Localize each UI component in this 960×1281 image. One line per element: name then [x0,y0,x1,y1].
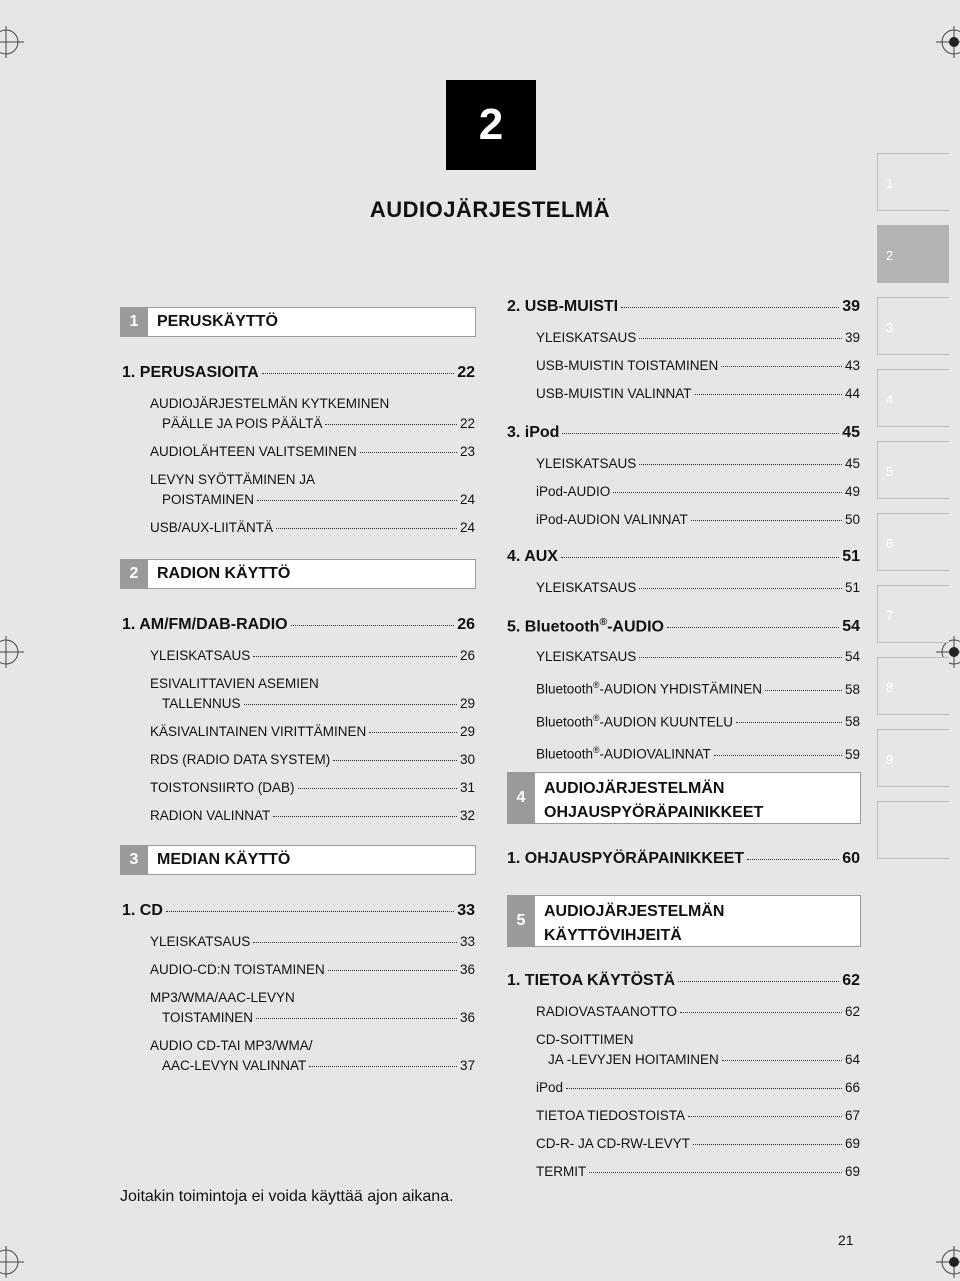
tab-5[interactable] [877,441,949,499]
entry-title-cont: JA -LEVYJEN HOITAMINEN [548,1052,719,1067]
entry-title: CD-R- JA CD-RW-LEVYT [536,1136,691,1151]
entry-page: 39 [844,330,860,345]
entry-title: 2. USB-MUISTI [507,298,619,315]
entry-title-cont: TOISTAMINEN [162,1010,254,1025]
toc-sub-entry[interactable] [536,328,860,348]
toc-sub-entry[interactable] [150,646,475,666]
entry-title-cont: PÄÄLLE JA POIS PÄÄLTÄ [162,416,323,431]
toc-sub-entry[interactable] [536,578,860,598]
entry-title: TIETOA TIEDOSTOISTA [536,1108,686,1123]
entry-title: 1. CD [122,902,163,919]
toc-sub-entry[interactable] [150,1036,475,1076]
toc-sub-entry[interactable] [150,750,475,770]
entry-title: 1. TIETOA KÄYTÖSTÄ [507,972,676,989]
toc-section-4 [507,850,860,872]
toc-sub-entry[interactable] [150,442,475,462]
entry-title: 5. Bluetooth®-AUDIO [507,617,664,636]
entry-page: 51 [842,548,860,565]
tab-label: 9 [886,752,894,767]
entry-title: USB-MUISTIN TOISTAMINEN [536,358,719,373]
section-title: AUDIOJÄRJESTELMÄN OHJAUSPYÖRÄPAINIKKEET [544,780,764,821]
toc-sub-entry[interactable] [536,356,860,376]
entry-title-cont: POISTAMINEN [162,492,255,507]
toc-section-5 [507,972,860,1182]
toc-main-entry[interactable] [507,424,860,446]
entry-title: YLEISKATSAUS [536,456,637,471]
toc-sub-entry[interactable] [536,510,860,530]
toc-aux [507,548,860,598]
tab-3[interactable] [877,297,949,355]
section-header-1 [120,307,476,337]
entry-title-cont: AAC-LEVYN VALINNAT [162,1058,307,1073]
section-header-5 [507,895,861,947]
entry-page: 51 [844,580,860,595]
section-header-2 [120,559,476,589]
tab-label: 6 [886,536,894,551]
entry-title: MP3/WMA/AAC-LEVYN [150,990,295,1005]
toc-sub-entry[interactable] [536,454,860,474]
footer-note: Joitakin toimintoja ei voida käyttää ajon aikana. [120,1188,454,1205]
toc-main-entry[interactable] [507,617,860,639]
section-title: RADION KÄYTTÖ [157,565,291,582]
toc-main-entry[interactable] [507,298,860,320]
entry-page: 22 [457,364,475,381]
toc-sub-entry[interactable] [150,960,475,980]
entry-page: 69 [844,1136,860,1151]
entry-title: USB/AUX-LIITÄNTÄ [150,520,274,535]
entry-page: 37 [459,1058,475,1073]
entry-title: KÄSIVALINTAINEN VIRITTÄMINEN [150,724,367,739]
entry-title: Bluetooth®-AUDION KUUNTELU [536,712,734,729]
tab-7[interactable] [877,585,949,643]
toc-main-entry[interactable] [507,972,860,994]
toc-section-3 [122,902,475,1076]
entry-page: 39 [842,298,860,315]
entry-page: 22 [459,416,475,431]
chapter-number-box [446,80,536,170]
toc-sub-entry[interactable] [536,675,860,700]
entry-title: YLEISKATSAUS [536,330,637,345]
tab-8[interactable] [877,657,949,715]
entry-title: AUDIO-CD:N TOISTAMINEN [150,962,325,977]
entry-title: AUDIOJÄRJESTELMÄN KYTKEMINEN [150,396,390,411]
entry-title: AUDIOLÄHTEEN VALITSEMINEN [150,444,357,459]
chapter-title: AUDIOJÄRJESTELMÄ [369,197,611,222]
section-number: 5 [507,895,535,947]
entry-title: RDS (RADIO DATA SYSTEM) [150,752,331,767]
tab-6[interactable] [877,513,949,571]
entry-page: 24 [459,520,475,535]
entry-page: 44 [844,386,860,401]
entry-page: 31 [459,780,475,795]
entry-title: 1. PERUSASIOITA [122,364,259,381]
entry-page: 36 [459,1010,475,1025]
entry-title: LEVYN SYÖTTÄMINEN JA [150,472,316,487]
toc-sub-entry[interactable] [536,740,860,765]
entry-title-cont: TALLENNUS [162,696,241,711]
entry-title: Bluetooth®-AUDION YHDISTÄMINEN [536,680,763,697]
toc-sub-entry[interactable] [150,394,475,434]
section-number: 2 [120,559,148,589]
toc-sub-entry[interactable] [536,1002,860,1022]
tab-9[interactable] [877,729,949,787]
toc-sub-entry[interactable] [536,1162,860,1182]
entry-page: 69 [844,1164,860,1179]
tab-label: 5 [886,464,894,479]
tab-10[interactable] [877,801,949,859]
entry-title: 4. AUX [507,548,558,565]
entry-title: YLEISKATSAUS [150,934,251,949]
toc-sub-entry[interactable] [536,1030,860,1070]
entry-page: 62 [842,972,860,989]
toc-main-entry[interactable] [122,616,475,638]
tab-label: 3 [886,320,894,335]
tab-label: 7 [886,608,894,623]
tab-4[interactable] [877,369,949,427]
toc-sub-entry[interactable] [536,708,860,733]
entry-page: 58 [844,681,860,697]
entry-page: 50 [844,512,860,527]
toc-main-entry[interactable] [122,902,475,924]
entry-page: 54 [842,618,860,636]
toc-section-1 [122,364,475,538]
entry-title: TOISTONSIIRTO (DAB) [150,780,295,795]
toc-main-entry[interactable] [507,548,860,570]
entry-page: 26 [459,648,475,663]
entry-title: RADION VALINNAT [150,808,271,823]
toc-section-2 [122,616,475,826]
toc-sub-entry[interactable] [536,1134,860,1154]
entry-page: 43 [844,358,860,373]
toc-sub-entry[interactable] [536,647,860,667]
entry-page: 67 [844,1108,860,1123]
toc-sub-entry[interactable] [150,722,475,742]
tab-1[interactable] [877,153,949,211]
entry-page: 59 [844,746,860,762]
entry-page: 66 [844,1080,860,1095]
tab-label: 2 [886,248,894,263]
entry-title: AUDIO CD-TAI MP3/WMA/ [150,1038,313,1053]
entry-title: 1. OHJAUSPYÖRÄPAINIKKEET [507,850,745,867]
chapter-number: 2 [478,100,504,149]
tab-2[interactable] [877,225,949,283]
entry-title: YLEISKATSAUS [536,580,637,595]
toc-sub-entry[interactable] [536,1078,860,1098]
entry-title: ESIVALITTAVIEN ASEMIEN [150,676,319,691]
toc-sub-entry[interactable] [150,470,475,510]
entry-page: 49 [844,484,860,499]
toc-sub-entry[interactable] [536,482,860,502]
toc-sub-entry[interactable] [150,988,475,1028]
entry-page: 29 [459,724,475,739]
entry-title: iPod [536,1080,564,1095]
entry-page: 54 [844,649,860,664]
section-title: PERUSKÄYTTÖ [157,313,278,330]
tab-label: 1 [886,176,894,191]
section-title: MEDIAN KÄYTTÖ [157,851,291,868]
entry-page: 33 [459,934,475,949]
page-number: 21 [838,1232,854,1248]
toc-usb [507,298,860,404]
section-header-3 [120,845,476,875]
entry-title: 3. iPod [507,424,560,441]
entry-page: 30 [459,752,475,767]
entry-title: iPod-AUDIO [536,484,611,499]
toc-main-entry[interactable] [122,364,475,386]
toc-sub-entry[interactable] [150,674,475,714]
toc-sub-entry[interactable] [150,932,475,952]
toc-sub-entry[interactable] [150,518,475,538]
toc-bluetooth [507,617,860,765]
entry-title: CD-SOITTIMEN [536,1032,634,1047]
entry-page: 45 [842,424,860,441]
section-title: AUDIOJÄRJESTELMÄN KÄYTTÖVIHJEITÄ [544,903,725,944]
toc-sub-entry[interactable] [536,384,860,404]
entry-page: 45 [844,456,860,471]
entry-title: YLEISKATSAUS [150,648,251,663]
entry-title: USB-MUISTIN VALINNAT [536,386,692,401]
entry-page: 23 [459,444,475,459]
entry-page: 60 [842,850,860,867]
toc-sub-entry[interactable] [150,778,475,798]
section-number: 1 [120,307,148,337]
entry-title: RADIOVASTAANOTTO [536,1004,678,1019]
toc-sub-entry[interactable] [536,1106,860,1126]
entry-page: 64 [844,1052,860,1067]
section-number: 4 [507,772,535,824]
toc-sub-entry[interactable] [150,806,475,826]
entry-title: TERMIT [536,1164,587,1179]
entry-page: 62 [844,1004,860,1019]
toc-ipod [507,424,860,530]
section-number: 3 [120,845,148,875]
tab-label: 4 [886,392,894,407]
entry-page: 33 [457,902,475,919]
tab-label: 8 [886,680,894,695]
toc-main-entry[interactable] [507,850,860,872]
entry-page: 29 [459,696,475,711]
entry-page: 36 [459,962,475,977]
entry-title: 1. AM/FM/DAB-RADIO [122,616,288,633]
entry-page: 58 [844,714,860,729]
entry-title: iPod-AUDION VALINNAT [536,512,688,527]
entry-page: 26 [457,616,475,633]
section-header-4 [507,772,861,824]
entry-title: YLEISKATSAUS [536,649,637,664]
entry-page: 32 [459,808,475,823]
entry-page: 24 [459,492,475,507]
entry-title: Bluetooth®-AUDIOVALINNAT [536,745,711,762]
